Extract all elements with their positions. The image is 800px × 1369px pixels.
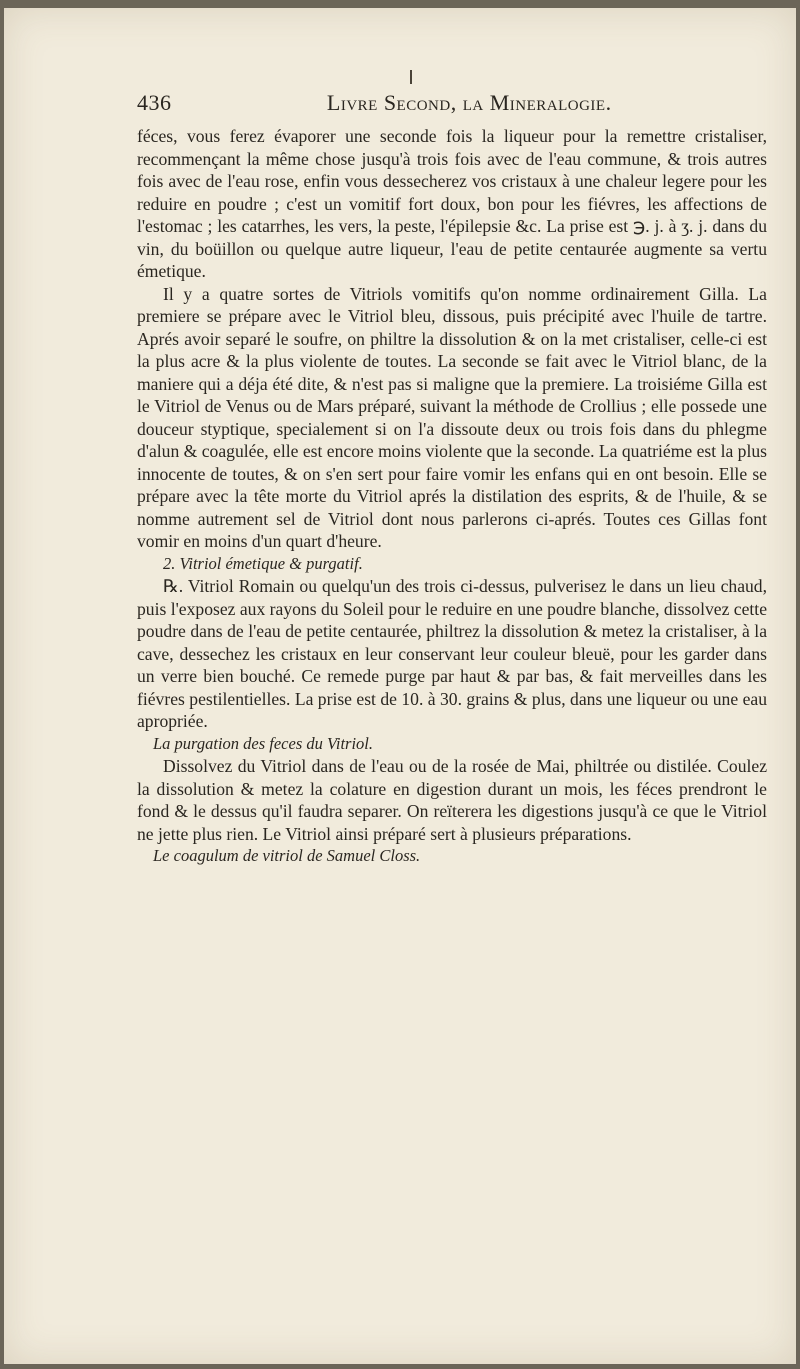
paragraph-recipe: ℞. Vitriol Romain ou quelqu'un des trois ci-dessus, pulverisez le dans un lieu chaud, puis l'exposez aux rayons du Soleil pour le reduire en une poudre blanche, dissolvez cette poudre dans de l'eau de petite centaurée, philtrez la dissolution & metez la cristaliser, à la cave, dessechez les cristaux en leur conservant leur couleur bleuë, pour les garder dans un verre bien bouché. Ce remede purge par haut & par bas, & fait merveilles dans les fiévres pestilentielles. La prise est de 10. à 30. grains & plus, dans une liqueur ou une eau apropriée. [137, 576, 767, 731]
page-text-block [137, 92, 767, 868]
section-heading-purgation: La purgation des feces du Vitriol. [153, 733, 373, 753]
running-header [137, 92, 767, 125]
section-heading-emetique: 2. Vitriol émetique & purgatif. [163, 553, 363, 573]
paragraph-purgation: Dissolvez du Vitriol dans de l'eau ou de la rosée de Mai, philtrée ou distilée. Coulez la dissolution & metez la colature en digestion durant un mois, les féces prendront le fond & le dessus qu'il faudra separer. On reïterera les digestions jusqu'à ce que le Vitriol ne jette plus rien. Le Vitriol ainsi préparé sert à plusieurs préparations. [137, 756, 767, 844]
running-title: Livre Second, la Mineralogie. [326, 90, 612, 115]
page-number: 436 [137, 90, 172, 115]
section-heading-coagulum: Le coagulum de vitriol de Samuel Closs. [153, 846, 421, 865]
book-page [4, 8, 796, 1364]
paragraph-gilla-types: Il y a quatre sortes de Vitriols vomitifs qu'on nomme ordinairement Gilla. La premiere se prépare avec le Vitriol bleu, dissous, puis précipité avec l'huile de tartre. Aprés avoir separé le soufre, on philtre la dissolution & on la met cristaliser, celle-ci est la plus acre & la plus violente de toutes. La seconde se fait avec le Vitriol blanc, de la maniere qui a déja été dite, & n'est pas si maligne que la premiere. La troisiéme Gilla est le Vitriol de Venus ou de Mars préparé, suivant la méthode de Crollius ; elle possede une douceur styptique, specialement si on l'a dissoute deux ou trois fois dans du phlegme d'alun & coagulée, elle est encore moins violente que la seconde. La quatriéme est la plus innocente de toutes, & on s'en sert pour faire vomir les enfans qui en ont besoin. Elle se prépare avec la tête morte du Vitriol aprés la distilation des esprits, & de l'huile, & se nomme autrement sel de Vitriol dont nous parlerons ci-aprés. Toutes ces Gillas font vomir en moins d'un quart d'heure. [137, 283, 767, 551]
printers-mark [410, 70, 412, 84]
paragraph-continuation: féces, vous ferez évaporer une seconde fois la liqueur pour la remettre cristaliser, recommençant la même chose jusqu'à trois fois avec de l'eau commune, & trois autres fois avec de l'eau rose, enfin vous dessecherez vos cristaux à une chaleur legere pour les reduire en poudre ; c'est un vomitif fort doux, bon pour les fiévres, les affections de l'estomac ; les catarrhes, les vers, la peste, l'épilepsie &c. La prise est ℈. j. à ʒ. j. dans du vin, du boüillon ou quelque autre liqueur, l'eau de petite centaurée augmente sa vertu émetique. [137, 126, 767, 281]
